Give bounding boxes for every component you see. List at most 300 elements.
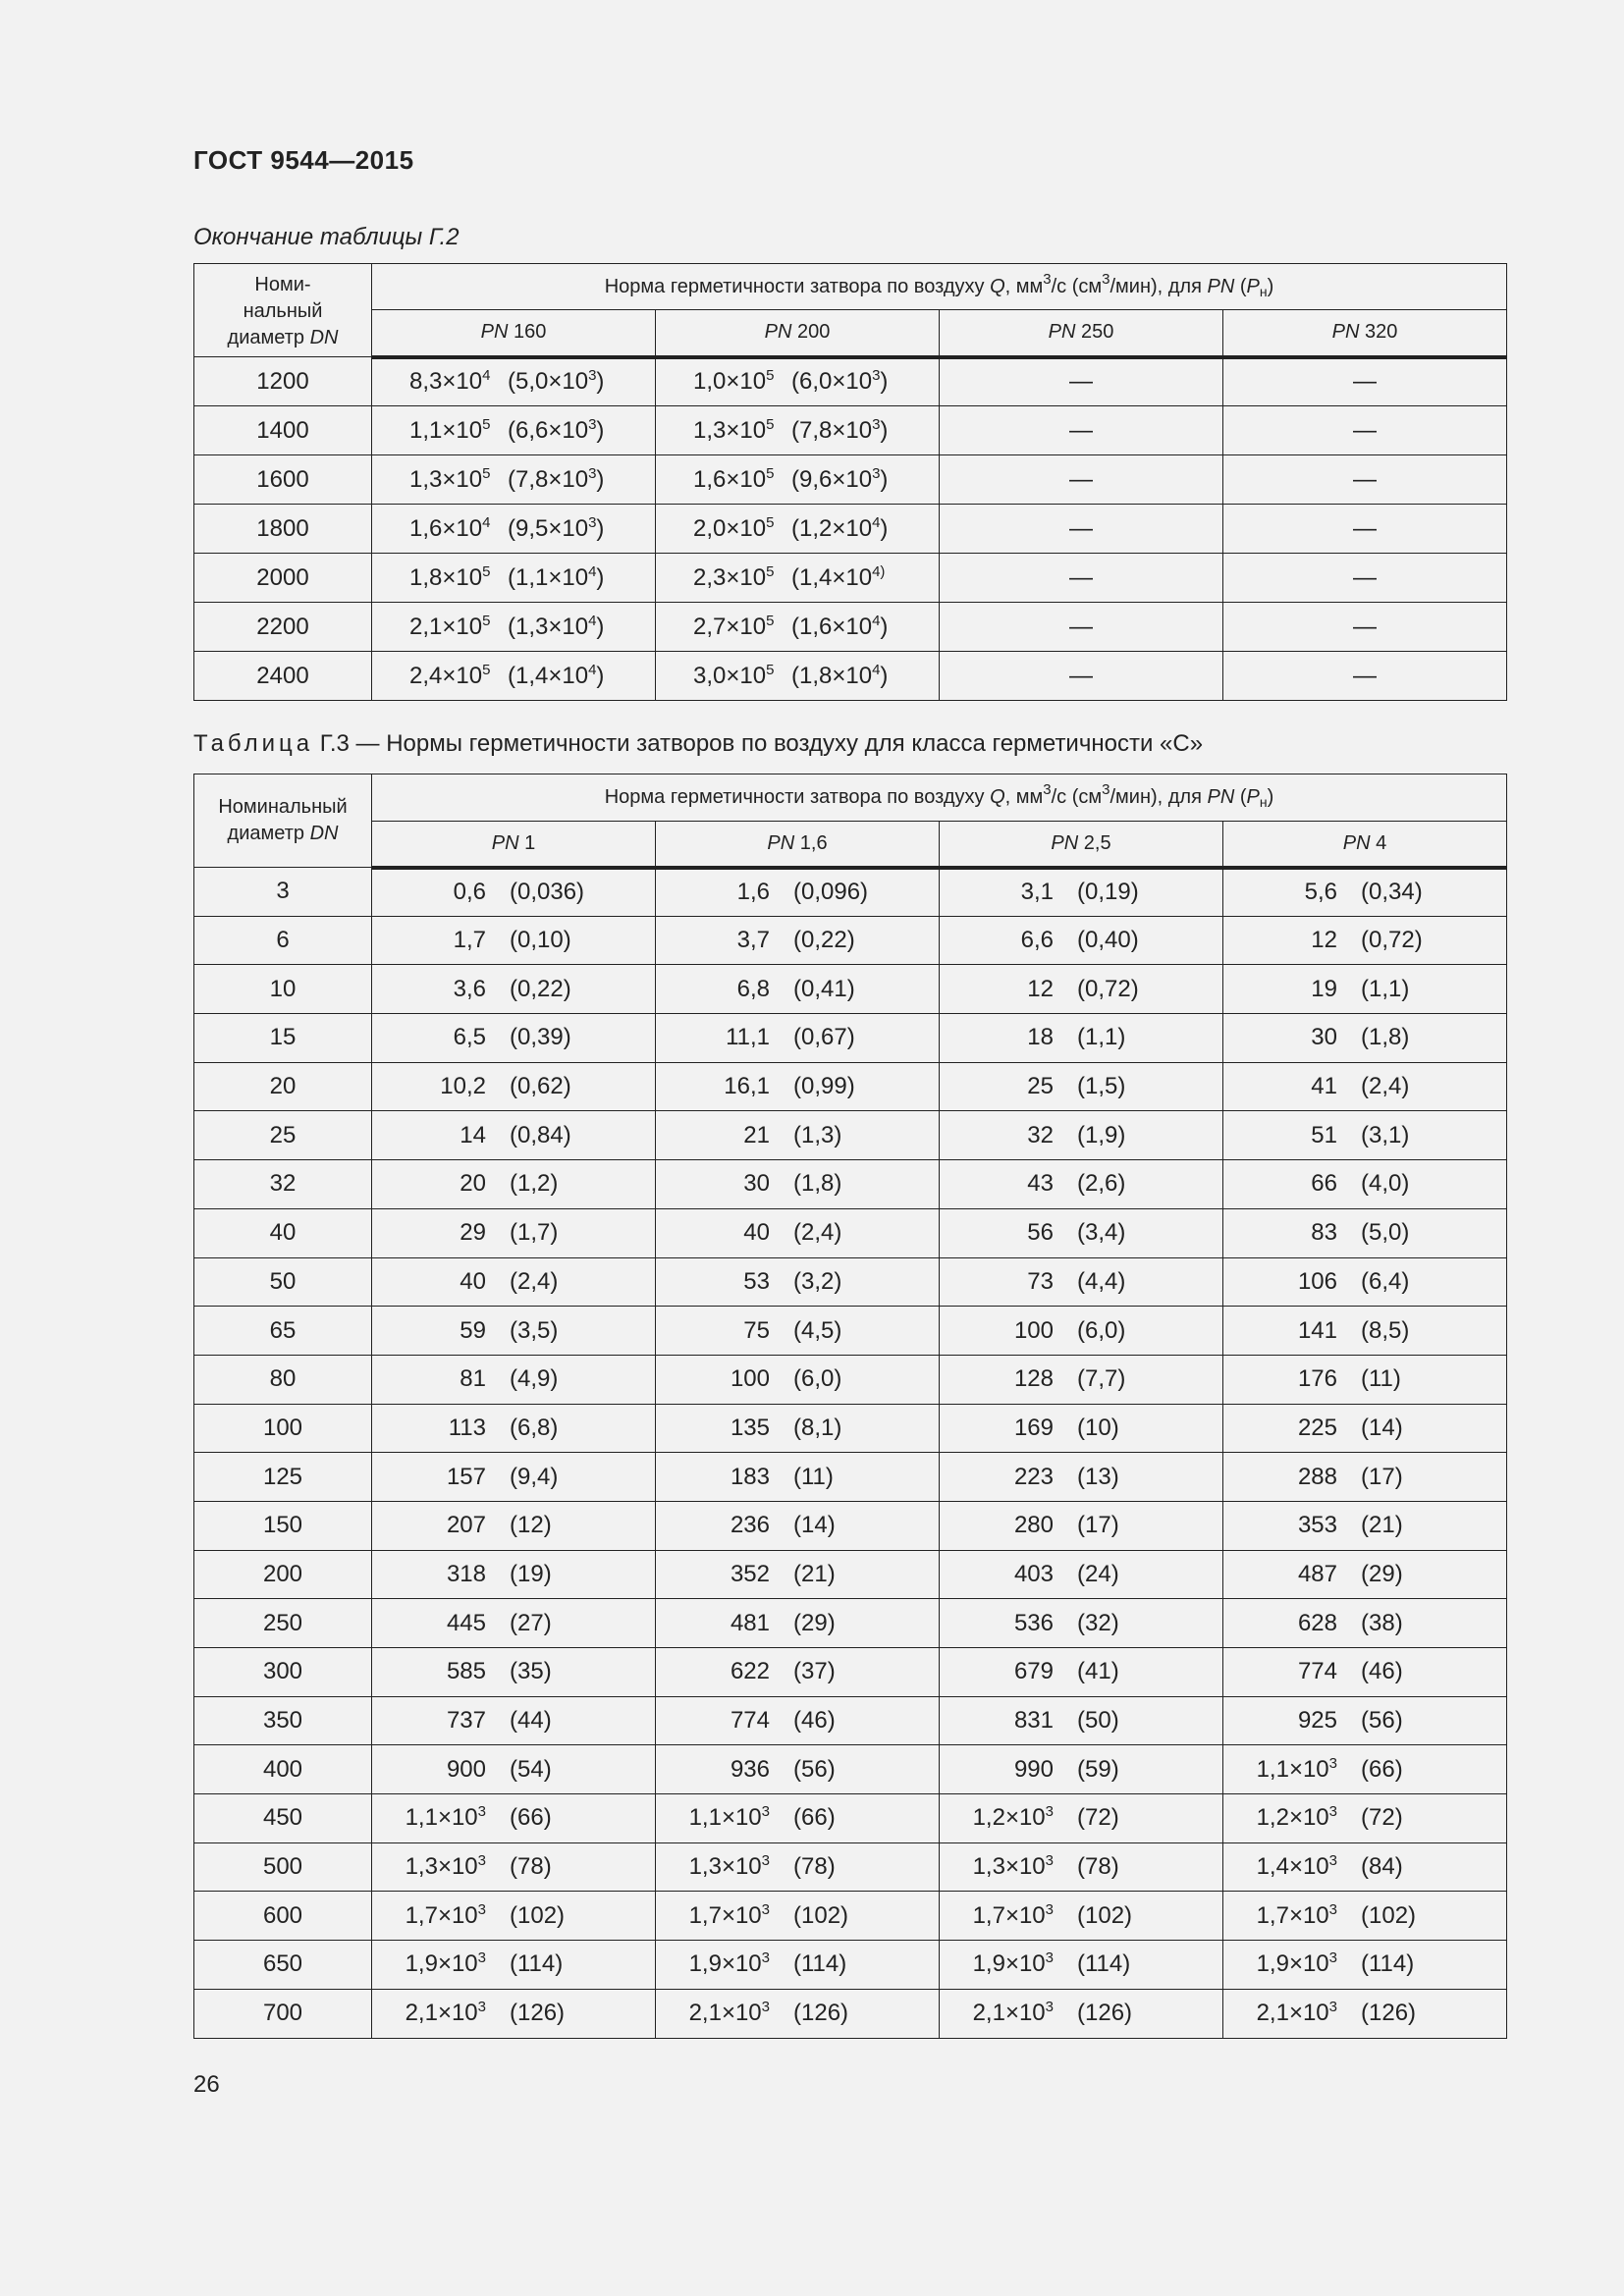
rate-value: 30 [743,1170,770,1198]
rate-value: 106 [1297,1267,1337,1295]
rate-value: 141 [1297,1316,1337,1344]
rate-value: 481 [730,1609,770,1636]
leak-rate-cell [1223,916,1507,965]
leak-rate-cell [1223,1842,1507,1892]
rate-value: $1,3\times 10^5$ [693,415,775,444]
rate-alt-value: (72) [1361,1804,1403,1832]
table-row [194,916,1507,965]
rate-alt-value: (14) [1361,1414,1403,1441]
leak-rate-cell [1223,1014,1507,1063]
rate-alt-value: (0,67) [793,1024,855,1051]
rate-alt-value: $(6,6\times 10^3)$ [508,415,605,444]
rate-alt-value: (6,8) [510,1414,559,1441]
leak-rate-cell [656,1745,940,1794]
rate-alt-value: (0,72) [1361,927,1423,954]
rate-alt-value: (126) [1361,2000,1417,2027]
pn-column-header: PN 160 [372,310,656,357]
rate-alt-value: (13) [1077,1463,1119,1490]
rate-alt-value: (1,3) [793,1121,842,1148]
dn-cell: 125 [194,1453,372,1502]
rate-value: $1,1\times 10^5$ [409,415,491,444]
leak-rate-cell [1223,1307,1507,1356]
rate-alt-value: (37) [793,1658,836,1685]
leak-rate-cell [940,1014,1223,1063]
table-row [194,1111,1507,1160]
leak-rate-cell [1223,1648,1507,1697]
rate-value: $2,1\times 10^5$ [409,612,491,640]
rate-value: $1,9\times 10^3$ [688,1949,770,1978]
rate-value: $1,9\times 10^3$ [405,1949,486,1978]
rate-alt-value: (24) [1077,1560,1119,1587]
leak-rate-cell [656,1842,940,1892]
pn-column-header: PN 200 [656,310,940,357]
leak-rate-cell [656,1648,940,1697]
table-row [194,505,1507,554]
leak-rate-cell [940,1111,1223,1160]
rate-alt-value: (0,99) [793,1073,855,1100]
rate-alt-value: $(1,4\times 10^4)$ [508,661,605,689]
dn-cell: 50 [194,1257,372,1307]
rate-alt-value: (114) [1361,1950,1415,1978]
rate-alt-value: (4,0) [1361,1170,1410,1198]
rate-value: 30 [1311,1024,1337,1051]
rate-alt-value: $(6,0\times 10^3)$ [791,367,889,396]
pn-column-header: PN 2,5 [940,822,1223,868]
rate-alt-value: (32) [1077,1609,1119,1636]
rate-alt-value: (11) [793,1463,834,1490]
leak-rate-cell [940,1842,1223,1892]
table-row [194,603,1507,652]
leak-rate-cell [1223,1062,1507,1111]
leak-rate-cell [656,1696,940,1745]
leak-rate-cell [372,1599,656,1648]
table-row [194,455,1507,505]
table-row [194,1696,1507,1745]
leak-rate-cell [1223,1501,1507,1550]
rate-alt-value: (29) [1361,1560,1403,1587]
leak-rate-cell [656,1111,940,1160]
rate-alt-value: (102) [793,1901,849,1929]
table-row [194,1062,1507,1111]
leak-rate-cell [656,965,940,1014]
leak-rate-cell [372,1794,656,1843]
dn-cell: 450 [194,1794,372,1843]
dn-cell: 1200 [194,357,372,406]
rate-value: $1,4\times 10^3$ [1256,1852,1337,1881]
rate-alt-value: $(9,5\times 10^3)$ [508,513,605,542]
dn-cell: 2200 [194,603,372,652]
rate-value: 128 [1013,1365,1054,1393]
rate-value: 318 [446,1560,486,1587]
rate-value: 18 [1027,1024,1054,1051]
rate-alt-value: (8,5) [1361,1316,1410,1344]
rate-alt-value: $(1,6\times 10^4)$ [791,612,889,640]
leak-rate-cell [1223,1257,1507,1307]
table-row [194,1941,1507,1990]
leak-rate-cell [372,357,656,406]
leak-rate-cell [372,1208,656,1257]
rate-alt-value: (3,1) [1361,1121,1410,1148]
rate-value: $8,3\times 10^4$ [409,367,491,396]
rate-alt-value: (0,62) [510,1073,571,1100]
leak-rate-cell [1223,1941,1507,1990]
dash-cell: — [940,554,1223,603]
leak-rate-cell [656,652,940,701]
rate-value: 12 [1311,927,1337,954]
rate-alt-value: (27) [510,1609,552,1636]
rate-alt-value: $(1,3\times 10^4)$ [508,612,605,640]
rate-alt-value: (6,4) [1361,1267,1410,1295]
leak-rate-cell [940,1648,1223,1697]
leak-rate-cell [656,1257,940,1307]
leak-rate-cell [656,1941,940,1990]
leak-rate-cell [940,1941,1223,1990]
rate-value: $1,9\times 10^3$ [1256,1949,1337,1978]
dn-cell: 40 [194,1208,372,1257]
rate-alt-value: (3,4) [1077,1219,1126,1247]
rate-alt-value: (4,5) [793,1316,842,1344]
rate-alt-value: (3,2) [793,1267,842,1295]
rate-value: 585 [446,1658,486,1685]
rate-alt-value: (126) [1077,2000,1133,2027]
rate-value: 6,6 [1020,927,1054,954]
leak-rate-cell [372,1550,656,1599]
rate-value: 0,6 [453,879,486,906]
rate-value: 12 [1027,975,1054,1002]
rate-alt-value: (29) [793,1609,836,1636]
rate-alt-value: (72) [1077,1804,1119,1832]
rate-value: $1,7\times 10^3$ [405,1900,486,1929]
leak-rate-cell [372,505,656,554]
rate-alt-value: (0,72) [1077,975,1139,1002]
rate-value: 32 [1027,1121,1054,1148]
rate-alt-value: (1,8) [793,1170,842,1198]
leak-rate-cell [656,603,940,652]
rate-alt-value: (41) [1077,1658,1119,1685]
rate-value: $1,3\times 10^3$ [688,1852,770,1881]
leak-rate-cell [656,455,940,505]
leak-rate-cell [1223,1696,1507,1745]
rate-value: 403 [1013,1560,1054,1587]
rate-value: $1,1\times 10^3$ [1256,1754,1337,1783]
leak-rate-cell [940,1257,1223,1307]
dn-column-header: Номи- нальный диаметр DN [194,264,372,357]
rate-alt-value: (78) [1077,1853,1119,1881]
rate-value: 679 [1013,1658,1054,1685]
leak-rate-cell [656,1453,940,1502]
dn-cell: 200 [194,1550,372,1599]
rate-alt-value: (56) [1361,1707,1403,1735]
leak-rate-cell [940,1355,1223,1404]
rate-value: 288 [1297,1463,1337,1490]
dash-cell: — [1223,357,1507,406]
leak-rate-cell [372,1501,656,1550]
table-row [194,1745,1507,1794]
rate-alt-value: (0,22) [793,927,855,954]
table-row [194,1404,1507,1453]
rate-value: 100 [1013,1316,1054,1344]
dash-cell: — [1223,652,1507,701]
leak-rate-cell [656,1014,940,1063]
rate-alt-value: (102) [510,1901,566,1929]
rate-alt-value: (0,40) [1077,927,1139,954]
rate-value: $1,1\times 10^3$ [405,1803,486,1832]
table-row [194,1453,1507,1502]
norm-column-header: Норма герметичности затвора по воздуху Q, $мм^3/с$ $(см^3/мин)$, для PN $(P_н)$ [372,774,1507,822]
leak-rate-cell [656,1550,940,1599]
dash-cell: — [1223,505,1507,554]
leak-rate-cell [372,1014,656,1063]
table-row [194,1648,1507,1697]
rate-value: 20 [460,1170,486,1198]
dn-cell: 32 [194,1160,372,1209]
leak-rate-cell [372,1941,656,1990]
leak-rate-cell [940,1989,1223,2038]
table-row [194,357,1507,406]
rate-alt-value: (50) [1077,1707,1119,1735]
rate-value: $2,1\times 10^3$ [972,1999,1054,2027]
dn-cell: 650 [194,1941,372,1990]
rate-value: $2,1\times 10^3$ [405,1999,486,2027]
dash-cell: — [940,652,1223,701]
rate-value: $1,3\times 10^3$ [972,1852,1054,1881]
leak-rate-cell [940,1453,1223,1502]
rate-value: 536 [1013,1609,1054,1636]
rate-value: 73 [1027,1267,1054,1295]
leak-rate-cell [1223,1599,1507,1648]
leak-rate-cell [372,1842,656,1892]
rate-alt-value: (84) [1361,1853,1403,1881]
rate-value: 183 [730,1463,770,1490]
pn-column-header: PN 320 [1223,310,1507,357]
leak-rate-cell [940,1062,1223,1111]
rate-value: 223 [1013,1463,1054,1490]
rate-alt-value: (19) [510,1560,552,1587]
rate-alt-value: (0,84) [510,1121,571,1148]
table-row [194,406,1507,455]
rate-alt-value: (8,1) [793,1414,842,1441]
leak-rate-cell [940,1696,1223,1745]
rate-alt-value: (9,4) [510,1463,559,1490]
leak-rate-cell [1223,1208,1507,1257]
dash-cell: — [1223,554,1507,603]
leak-rate-cell [372,916,656,965]
leak-rate-cell [656,1501,940,1550]
table-g3 [193,774,1507,2039]
dash-cell: — [940,603,1223,652]
dn-cell: 3 [194,868,372,917]
rate-alt-value: (4,9) [510,1365,559,1393]
rate-value: 19 [1311,975,1337,1002]
table-row [194,1501,1507,1550]
leak-rate-cell [372,1355,656,1404]
rate-value: 40 [743,1219,770,1247]
leak-rate-cell [940,1208,1223,1257]
pn-column-header: PN 4 [1223,822,1507,868]
rate-alt-value: (66) [1361,1755,1403,1783]
pn-column-header: PN 1,6 [656,822,940,868]
rate-alt-value: (56) [793,1755,836,1783]
leak-rate-cell [1223,1989,1507,2038]
table-row [194,1208,1507,1257]
rate-alt-value: $(1,2\times 10^4)$ [791,513,889,542]
rate-alt-value: (35) [510,1658,552,1685]
rate-alt-value: $(5,0\times 10^3)$ [508,367,605,396]
rate-value: 100 [730,1365,770,1393]
leak-rate-cell [372,652,656,701]
pn-column-header: PN 1 [372,822,656,868]
leak-rate-cell [372,1989,656,2038]
rate-value: $1,3\times 10^5$ [409,464,491,493]
leak-rate-cell [656,1892,940,1941]
dn-cell: 350 [194,1696,372,1745]
leak-rate-cell [372,1745,656,1794]
leak-rate-cell [656,1355,940,1404]
table-g2-continuation-caption: Окончание таблицы Г.2 [193,224,460,250]
leak-rate-cell [1223,1111,1507,1160]
rate-value: 41 [1311,1073,1337,1100]
leak-rate-cell [1223,868,1507,917]
leak-rate-cell [940,1550,1223,1599]
rate-value: 225 [1297,1414,1337,1441]
leak-rate-cell [656,406,940,455]
rate-value: 1,6 [736,879,770,906]
rate-alt-value: (0,19) [1077,879,1139,906]
rate-value: 831 [1013,1707,1054,1735]
leak-rate-cell [1223,1892,1507,1941]
rate-alt-value: (0,39) [510,1024,571,1051]
rate-value: 774 [1297,1658,1337,1685]
leak-rate-cell [372,1404,656,1453]
rate-alt-value: (14) [793,1512,836,1539]
leak-rate-cell [940,1404,1223,1453]
rate-value: $2,0\times 10^5$ [693,513,775,542]
rate-value: $3,0\times 10^5$ [693,661,775,689]
leak-rate-cell [656,868,940,917]
rate-alt-value: (2,4) [1361,1073,1410,1100]
rate-value: 83 [1311,1219,1337,1247]
leak-rate-cell [1223,1160,1507,1209]
leak-rate-cell [656,1404,940,1453]
rate-value: 487 [1297,1560,1337,1587]
rate-value: 3,1 [1020,879,1054,906]
dn-cell: 400 [194,1745,372,1794]
rate-alt-value: (66) [510,1804,552,1832]
rate-alt-value: (21) [1361,1512,1403,1539]
rate-value: $1,2\times 10^3$ [972,1803,1054,1832]
rate-value: 737 [446,1707,486,1735]
rate-value: $1,6\times 10^4$ [409,513,491,542]
rate-value: 59 [460,1316,486,1344]
rate-alt-value: (7,7) [1077,1365,1126,1393]
rate-value: $2,3\times 10^5$ [693,562,775,591]
rate-value: 169 [1013,1414,1054,1441]
rate-alt-value: (1,9) [1077,1121,1126,1148]
leak-rate-cell [656,1307,940,1356]
dn-cell: 15 [194,1014,372,1063]
rate-alt-value: (0,036) [510,879,585,906]
dn-column-header: Номинальный диаметр DN [194,774,372,868]
dash-cell: — [1223,603,1507,652]
rate-value: 207 [446,1512,486,1539]
rate-alt-value: ($1,4\times 10^{4)}$ [791,562,886,591]
rate-value: 3,6 [453,975,486,1002]
standard-title: ГОСТ 9544—2015 [193,145,414,175]
rate-value: 25 [1027,1073,1054,1100]
leak-rate-cell [1223,1453,1507,1502]
rate-alt-value: (66) [793,1804,836,1832]
leak-rate-cell [372,1453,656,1502]
table-row [194,554,1507,603]
rate-value: 157 [446,1463,486,1490]
rate-alt-value: (4,4) [1077,1267,1126,1295]
leak-rate-cell [372,1648,656,1697]
rate-alt-value: (46) [793,1707,836,1735]
dn-cell: 1800 [194,505,372,554]
table-row [194,868,1507,917]
dn-cell: 250 [194,1599,372,1648]
rate-value: 29 [460,1219,486,1247]
rate-value: 6,8 [736,975,770,1002]
rate-alt-value: (114) [510,1950,564,1978]
rate-alt-value: (5,0) [1361,1219,1410,1247]
leak-rate-cell [940,916,1223,965]
page-number: 26 [193,2071,220,2098]
rate-alt-value: (126) [793,2000,849,2027]
rate-value: $2,7\times 10^5$ [693,612,775,640]
rate-value: 75 [743,1316,770,1344]
dn-cell: 1400 [194,406,372,455]
leak-rate-cell [372,1111,656,1160]
dash-cell: — [940,455,1223,505]
leak-rate-cell [940,1160,1223,1209]
rate-alt-value: (126) [510,2000,566,2027]
leak-rate-cell [940,1794,1223,1843]
leak-rate-cell [372,1307,656,1356]
rate-alt-value: (59) [1077,1755,1119,1783]
rate-value: $1,3\times 10^3$ [405,1852,486,1881]
leak-rate-cell [656,916,940,965]
leak-rate-cell [656,357,940,406]
dn-cell: 25 [194,1111,372,1160]
rate-value: $2,1\times 10^3$ [688,1999,770,2027]
rate-alt-value: $(7,8\times 10^3)$ [508,464,605,493]
rate-alt-value: (102) [1361,1901,1417,1929]
rate-alt-value: (54) [510,1755,552,1783]
rate-value: $2,4\times 10^5$ [409,661,491,689]
rate-alt-value: (0,22) [510,975,571,1002]
rate-value: $1,1\times 10^3$ [688,1803,770,1832]
rate-alt-value: (78) [793,1853,836,1881]
rate-value: 900 [446,1755,486,1783]
dn-cell: 10 [194,965,372,1014]
rate-value: 43 [1027,1170,1054,1198]
table-row [194,1014,1507,1063]
dn-cell: 2000 [194,554,372,603]
rate-alt-value: (0,41) [793,975,855,1002]
rate-alt-value: (2,4) [510,1267,559,1295]
leak-rate-cell [1223,1745,1507,1794]
leak-rate-cell [940,1745,1223,1794]
rate-alt-value: $(7,8\times 10^3)$ [791,415,889,444]
rate-value: 11,1 [726,1024,770,1051]
leak-rate-cell [372,603,656,652]
leak-rate-cell [940,1599,1223,1648]
leak-rate-cell [372,1892,656,1941]
rate-alt-value: (1,2) [510,1170,559,1198]
leak-rate-cell [372,554,656,603]
dn-cell: 100 [194,1404,372,1453]
